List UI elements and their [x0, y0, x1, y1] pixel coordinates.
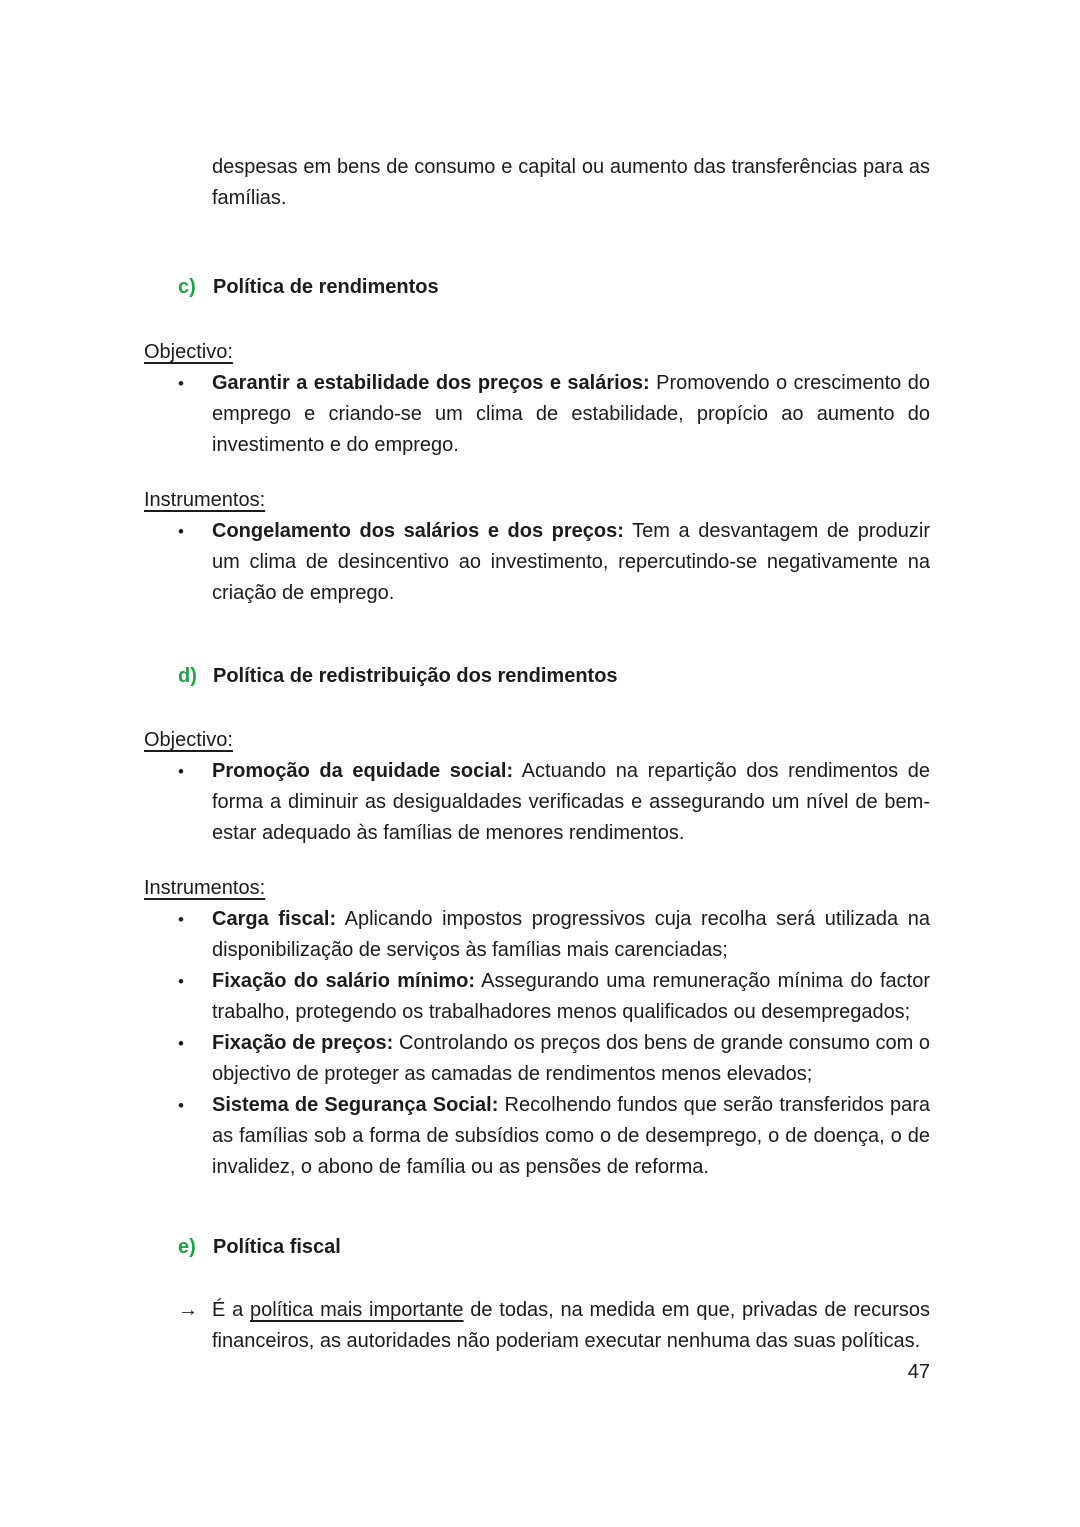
- list-item-text: Tem a desvantagem de produzir um clima de desincentivo ao investimento, repercutindo-se negativamente na criação de emprego.: [212, 520, 930, 604]
- list-item-text: Aplicando impostos progressivos cuja recolha será utilizada na disponibilização de serviços às famílias mais carenciadas;: [212, 908, 930, 961]
- list-item: [144, 1090, 930, 1183]
- list-item: [144, 516, 930, 609]
- section-e-note: [144, 1295, 930, 1357]
- bullet-icon: •: [178, 1034, 184, 1053]
- list-item: [144, 1028, 930, 1090]
- bullet-icon: •: [178, 374, 184, 393]
- list-item-lead: Promoção da equidade social:: [212, 760, 514, 782]
- section-d-letter: d): [178, 665, 197, 687]
- section-e-heading: [144, 1232, 930, 1263]
- arrow-icon: →: [178, 1299, 198, 1321]
- section-d-instruments-list: [144, 904, 930, 1183]
- note-suffix: de todas, na medida em que, privadas de recursos financeiros, as autoridades não poderiam executar nenhuma das suas políticas.: [212, 1299, 931, 1352]
- note-prefix: É a: [212, 1299, 250, 1321]
- section-d-heading: [144, 661, 930, 692]
- list-item-lead: Carga fiscal:: [212, 908, 337, 930]
- list-item-text: Actuando na repartição dos rendimentos de forma a diminuir as desigualdades verificadas e assegurando um nível de bem-estar adequado às famílias de menores rendimentos.: [212, 760, 931, 844]
- list-item-lead: Fixação do salário mínimo:: [212, 970, 475, 992]
- section-d-objective-label: Objectivo:: [144, 729, 233, 751]
- list-item-text: Promovendo o crescimento do emprego e criando-se um clima de estabilidade, propício ao aumento do investimento e do emprego.: [212, 372, 930, 456]
- list-item-lead: Fixação de preços:: [212, 1032, 394, 1054]
- list-item-lead: Congelamento dos salários e dos preços:: [212, 520, 624, 542]
- note-underlined-phrase: política mais importante: [249, 1299, 464, 1321]
- section-c-heading: [144, 272, 930, 303]
- section-c-objective-list: [144, 368, 930, 461]
- section-c-instruments-list: [144, 516, 930, 609]
- section-c-objective-label: Objectivo:: [144, 341, 233, 363]
- section-d-objective-list: [144, 756, 930, 849]
- section-e-letter: e): [178, 1236, 196, 1258]
- intro-paragraph: [144, 152, 930, 214]
- page-number: 47: [907, 1361, 930, 1383]
- section-e-title: Política fiscal: [213, 1236, 341, 1258]
- list-item: [144, 966, 930, 1028]
- bullet-icon: •: [178, 522, 184, 541]
- section-c-title: Política de rendimentos: [213, 276, 439, 298]
- list-item: [144, 756, 930, 849]
- section-c-letter: c): [178, 276, 196, 298]
- list-item: [144, 368, 930, 461]
- list-item-text: Assegurando uma remuneração mínima do factor trabalho, protegendo os trabalhadores menos qualificados ou desempregados;: [212, 970, 930, 1023]
- section-d-title: Política de redistribuição dos rendimentos: [213, 665, 618, 687]
- bullet-icon: •: [178, 972, 184, 991]
- bullet-icon: •: [178, 1096, 184, 1115]
- list-item-text: Recolhendo fundos que serão transferidos para as famílias sob a forma de subsídios como o de desemprego, o de doença, o de invalidez, o abono de família ou as pensões de reforma.: [212, 1094, 930, 1178]
- section-c-instruments-label: Instrumentos:: [144, 489, 266, 511]
- section-d-instruments-label: Instrumentos:: [144, 877, 266, 899]
- list-item-lead: Sistema de Segurança Social:: [212, 1094, 499, 1116]
- bullet-icon: •: [178, 910, 184, 929]
- intro-paragraph-text: despesas em bens de consumo e capital ou aumento das transferências para as famílias.: [212, 156, 930, 209]
- bullet-icon: •: [178, 762, 184, 781]
- list-item-lead: Garantir a estabilidade dos preços e salários:: [212, 372, 650, 394]
- list-item-text: Controlando os preços dos bens de grande consumo com o objectivo de proteger as camadas de rendimentos menos elevados;: [212, 1032, 930, 1085]
- list-item: [144, 904, 930, 966]
